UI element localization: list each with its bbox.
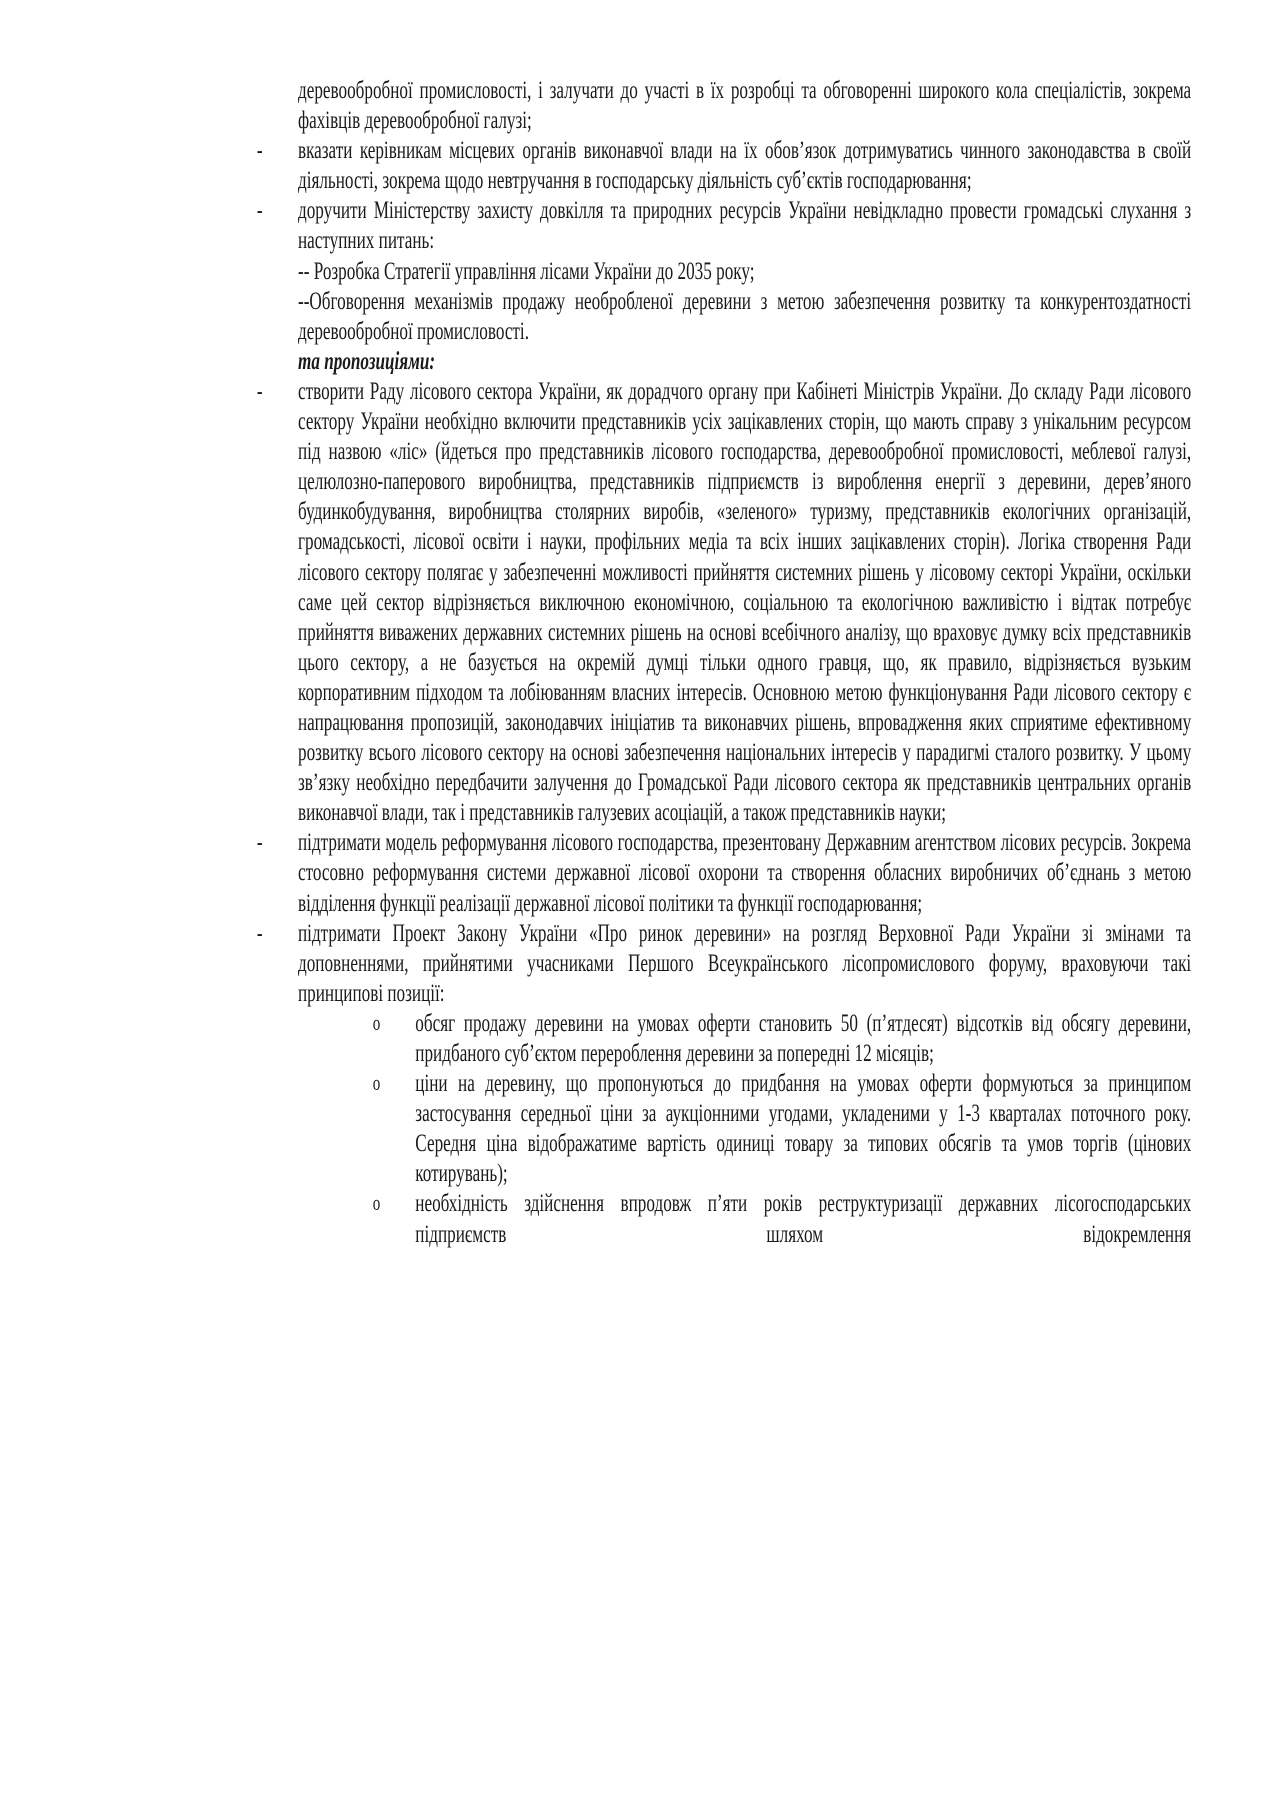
- sub-list-item: [372, 1069, 1192, 1189]
- dash-bullet-icon: -: [256, 829, 263, 857]
- list-item-text: підтримати модель реформування лісового господарства, презентовану Державним агентством лісових ресурсів. Зокрема стосовно реформування системи державної лісової охорони та створення обласних виробничих об’єднань з метою відділення функції реалізації державної лісової політики та функції господарювання;: [298, 829, 1192, 917]
- paragraph-text: деревообробної промисловості, і залучати до участі в їх розробці та обговоренні широкого кола спеціалістів, зокрема фахівців деревообробної галузі;: [298, 77, 1192, 135]
- circle-bullet-icon: o: [372, 1070, 381, 1096]
- list-item: [256, 828, 1192, 918]
- list-item: [256, 377, 1192, 828]
- proposals-subheading: та пропозиціями:: [298, 347, 436, 375]
- sub-list-item: [372, 1189, 1192, 1249]
- circle-bullet-icon: o: [372, 1009, 381, 1035]
- list-item: [256, 196, 1192, 256]
- hearing-topic: [298, 287, 1191, 347]
- list-item-text: створити Раду лісового сектора України, як дорадчого органу при Кабінеті Міністрів України. До складу Ради лісового сектору України необхідно включити представників усіх зацікавлених сторін, що мають справу з унікальним ресурсом під назвою «ліс» (йдеться про представників лісового господарства, деревообробної промисловості, меблевої галузі, целюлозно-паперового виробництва, представників підприємств із вироблення енергії з деревини, дерев’яного будинкобудування, виробництва столярних виробів, «зеленого» туризму, представників екологічних організацій, громадськості, лісової освіти і науки, профільних медіа та всіх інших зацікавлених сторін). Логіка створення Ради лісового сектору полягає у забезпеченні можливості прийняття системних рішень у лісовому секторі України, оскільки саме цей сектор відрізняється виключною економічною, соціальною та екологічною важливістю і відтак потребує прийняття виважених державних системних рішень на основі всебічного аналізу, що враховує думку всіх представників цього сектору, а не базується на окремій думці тільки одного гравця, що, як правило, відрізняється вузьким корпоративним підходом та лобіюванням власних інтересів. Основною метою функціонування Ради лісового сектору є напрацювання пропозицій, законодавчих ініціатив та виконавчих рішень, впровадження яких сприятиме ефективному розвитку всього лісового сектору на основі забезпечення національних інтересів у парадигмі сталого розвитку. У цьому зв’язку необхідно передбачити залучення до Громадської Ради лісового сектора як представників центральних органів виконавчої влади, так і представників галузевих асоціацій, а також представників науки;: [298, 377, 1192, 827]
- sub-list-item-text: обсяг продажу деревини на умовах оферти становить 50 (п’ятдесят) відсотків від обсягу деревини, придбаного суб’єктом перероблення деревини за попередні 12 місяців;: [415, 1009, 1192, 1067]
- continuation-paragraph: [298, 76, 1191, 136]
- list-item: [256, 136, 1192, 196]
- sub-list-item-text: необхідність здійснення впродовж п’яти років реструктуризації державних лісогосподарських підприємств шляхом відокремлення: [415, 1190, 1192, 1248]
- list-item: [256, 919, 1192, 1009]
- list-item-text: доручити Міністерству захисту довкілля та природних ресурсів України невідкладно провести громадські слухання з наступних питань:: [298, 197, 1192, 255]
- sub-list: [298, 1009, 1191, 1250]
- dash-bullet-icon: -: [256, 137, 263, 165]
- circle-bullet-icon: o: [372, 1190, 381, 1216]
- document-body: [256, 76, 1192, 1250]
- hearing-topic-text: --Обговорення механізмів продажу необробленої деревини з метою забезпечення розвитку та конкурентоздатності деревообробної промисловості.: [298, 287, 1192, 345]
- sub-list-item-text: ціни на деревину, що пропонуються до придбання на умовах оферти формуються за принципом застосування середньої ціни за аукціонними угодами, укладеними у 1-3 кварталах поточного року. Середня ціна відображатиме вартість одиниці товару за типових обсягів та умов торгів (цінових котирувань);: [415, 1070, 1192, 1188]
- dash-bullet-icon: -: [256, 919, 263, 947]
- list-item-text: підтримати Проект Закону України «Про ринок деревини» на розгляд Верховної Ради України зі змінами та доповненнями, прийнятими учасниками Першого Всеукраїнського лісопромислового форуму, враховуючи такі принципові позиції:: [298, 919, 1192, 1007]
- hearing-topic: [298, 257, 1191, 287]
- sub-list-item: [372, 1009, 1192, 1069]
- dash-bullet-icon: -: [256, 377, 263, 405]
- hearing-topic-text: -- Розробка Стратегії управління лісами України до 2035 року;: [298, 257, 755, 285]
- dash-bullet-icon: -: [256, 197, 263, 225]
- list-item-text: вказати керівникам місцевих органів виконавчої влади на їх обов’язок дотримуватись чинного законодавства в своїй діяльності, зокрема щодо невтручання в господарську діяльність суб’єктів господарювання;: [298, 137, 1192, 195]
